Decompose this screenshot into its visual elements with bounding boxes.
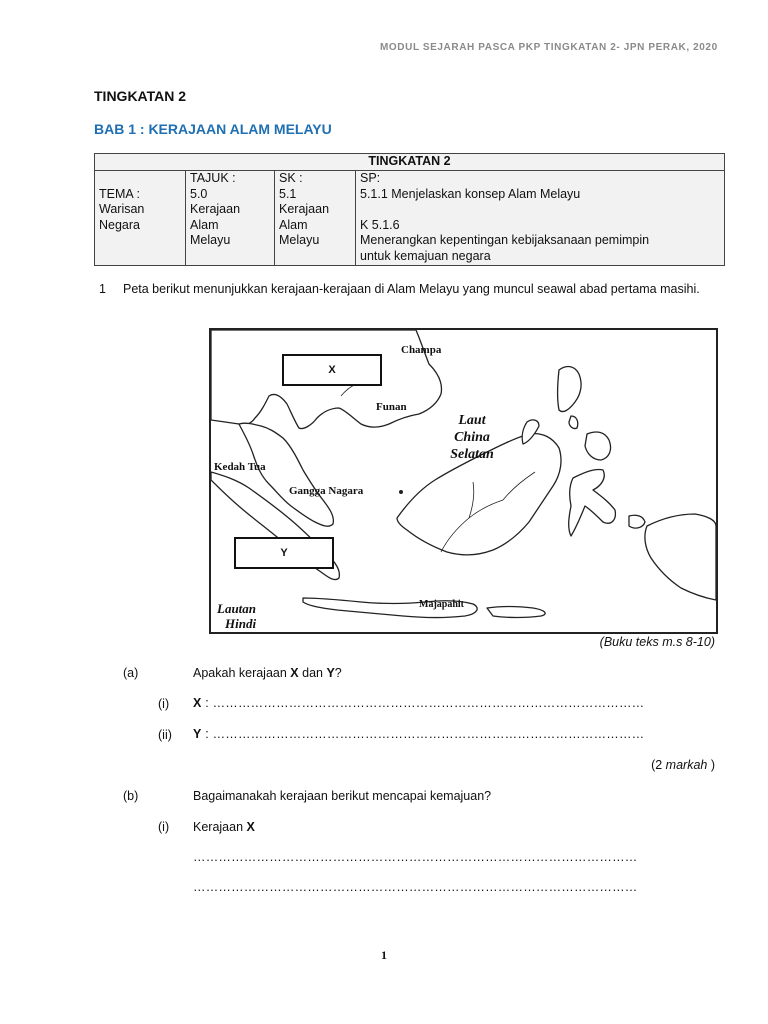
sk-line: Alam	[279, 217, 308, 232]
sulawesi	[569, 469, 616, 536]
sea-label-line: Hindi	[225, 616, 257, 631]
sk-cell	[275, 171, 356, 266]
part-b-label: (b)	[123, 789, 139, 803]
answer-line-b1[interactable]: ……………………………………………………………………………………………	[193, 850, 638, 864]
sea-label-line: China	[454, 430, 490, 445]
sea-label-lautan-hindi	[217, 601, 256, 631]
sp-label: SP:	[360, 171, 381, 185]
sk-label: SK :	[279, 171, 303, 185]
answer-line-x[interactable]	[193, 696, 713, 710]
marks-label	[560, 757, 715, 773]
syllabus-table	[94, 153, 725, 266]
sea-label-line: Lautan	[217, 601, 257, 616]
place-gangga-nagara: Gangga Nagara	[289, 485, 364, 497]
part-a-i-label: (i)	[158, 697, 170, 711]
answer-dots: : …………………………………………………………………………………………	[201, 727, 645, 741]
sp-cell	[356, 171, 725, 266]
tema-label: TEMA :	[99, 186, 140, 201]
tema-line: Warisan	[99, 202, 145, 216]
question-number: 1	[99, 282, 106, 296]
part-a-ii-label: (ii)	[158, 728, 172, 742]
page-number: 1	[381, 948, 387, 962]
sp-line: untuk kemajuan negara	[360, 248, 491, 263]
running-header: MODUL SEJARAH PASCA PKP TINGKATAN 2- JPN PERAK, 2020	[380, 42, 718, 53]
part-b-i-prefix: Kerajaan	[193, 820, 247, 834]
sk-line: 5.1	[279, 186, 297, 201]
syllabus-table-header: TINGKATAN 2	[95, 154, 725, 171]
maluku-island	[629, 515, 645, 528]
sp-line: K 5.1.6	[360, 217, 400, 232]
tema-cell	[95, 171, 186, 266]
sea-label-line: Selatan	[450, 447, 494, 462]
question-stem: Peta berikut menunjukkan kerajaan-kerajaan di Alam Melayu yang muncul seawal abad pertama masihi.	[123, 282, 700, 296]
tajuk-label: TAJUK :	[190, 171, 236, 185]
part-a-key-x: X	[290, 666, 299, 680]
label-box-y: Y	[234, 537, 334, 569]
sp-line: 5.1.1 Menjelaskan konsep Alam Melayu	[360, 186, 581, 201]
answer-line-y[interactable]	[193, 727, 713, 741]
philippines-north	[558, 367, 582, 412]
sp-line	[360, 202, 720, 218]
source-citation: (Buku teks m.s 8-10)	[599, 635, 715, 649]
part-b-i-label: (i)	[158, 820, 170, 834]
answer-dots: : …………………………………………………………………………………………	[201, 696, 645, 710]
mindoro-island	[569, 416, 578, 429]
new-guinea	[645, 514, 716, 600]
part-b-i-key: X	[246, 820, 255, 834]
part-a-text: ?	[334, 666, 342, 680]
part-b-i-text	[193, 819, 255, 835]
marks-close: )	[707, 758, 715, 772]
answer-key-x: X	[193, 696, 202, 710]
sea-label-line: Laut	[458, 413, 486, 428]
part-a-key-y: Y	[326, 666, 335, 680]
tajuk-line: 5.0	[190, 186, 208, 201]
philippines-south	[585, 432, 611, 460]
chapter-title: BAB 1 : KERAJAAN ALAM MELAYU	[94, 121, 332, 137]
tajuk-cell	[186, 171, 275, 266]
part-a-question	[193, 665, 342, 681]
part-a-text: dan	[298, 666, 327, 680]
gangga-nagara-dot	[399, 490, 403, 494]
answer-key-y: Y	[193, 727, 202, 741]
marks-word: markah	[665, 758, 708, 772]
sp-line: Menerangkan kepentingan kebijaksanaan pemimpin	[360, 233, 650, 247]
marks-open: (2	[651, 758, 666, 772]
lesser-sunda	[487, 607, 545, 618]
map-figure	[209, 328, 718, 634]
tajuk-line: Kerajaan	[190, 202, 241, 216]
part-a-text: Apakah kerajaan	[193, 666, 291, 680]
place-funan: Funan	[376, 401, 407, 413]
sea-label-laut-china-selatan	[439, 412, 505, 463]
label-box-x: X	[282, 354, 382, 386]
tema-line: Negara	[99, 217, 140, 232]
part-b-question: Bagaimanakah kerajaan berikut mencapai kemajuan?	[193, 789, 492, 803]
place-kedah-tua: Kedah Tua	[214, 461, 266, 473]
sk-line: Kerajaan	[279, 202, 330, 216]
sk-line: Melayu	[279, 233, 320, 247]
form-title: TINGKATAN 2	[94, 88, 187, 104]
tajuk-line: Alam	[190, 217, 219, 232]
answer-line-b2[interactable]: ……………………………………………………………………………………………	[193, 880, 638, 894]
place-majapahit: Majapahit	[419, 599, 464, 610]
part-a-label: (a)	[123, 666, 139, 680]
tajuk-line: Melayu	[190, 233, 231, 247]
place-champa: Champa	[401, 344, 442, 356]
